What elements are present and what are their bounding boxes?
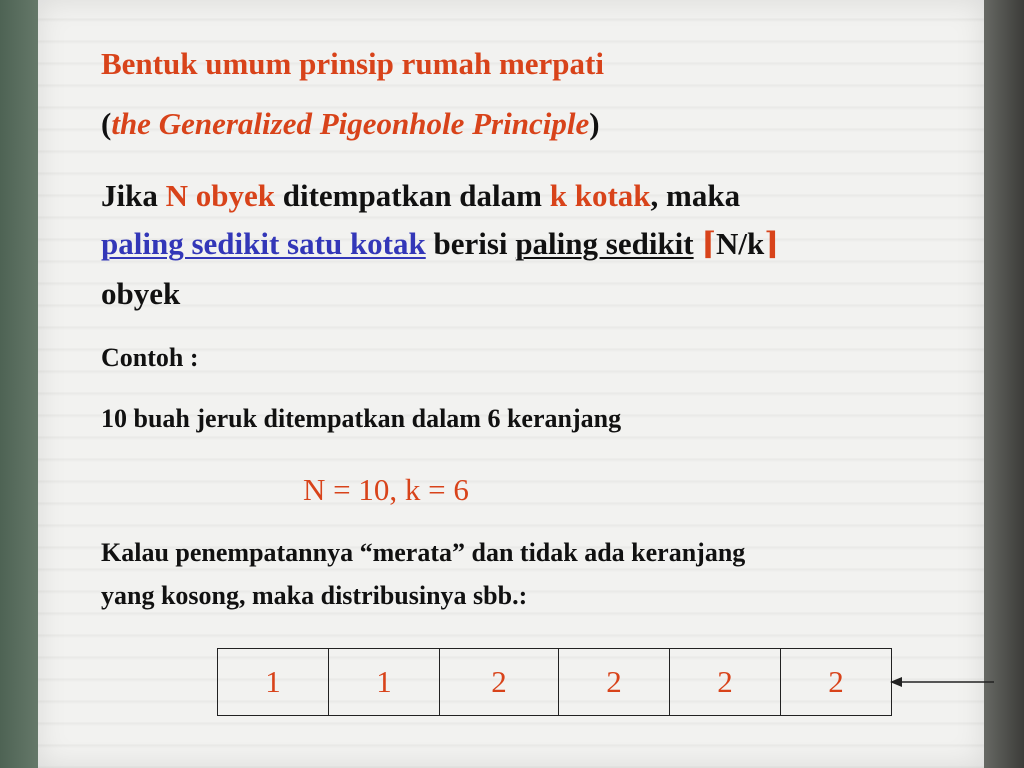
subtitle-close-paren: ) [589,106,600,141]
ceiling-right-bracket: ⌉ [764,226,779,261]
statement-k-kotak: k kotak [549,178,651,213]
subtitle-italic: the Generalized Pigeonhole Principle [111,106,590,141]
paragraph-line-1: Kalau penempatannya “merata” dan tidak ada keranjang [101,538,746,567]
statement-maka: , maka [650,178,741,213]
distribution-table [217,648,892,716]
background-right-strip [980,0,1024,768]
distribution-row [218,649,892,716]
distribution-cell: 2 [670,649,781,716]
distribution-cell: 1 [218,649,329,716]
subtitle-open-paren: ( [101,106,112,141]
statement-line-3: obyek [101,276,181,311]
slide [38,0,984,768]
equation: N = 10, k = 6 [303,472,469,507]
statement-jika: Jika [101,178,166,213]
statement-n-obyek: N obyek [165,178,275,213]
left-arrow-icon [890,672,998,692]
slide-subtitle [101,106,600,142]
contoh-label: Contoh : [101,343,199,372]
slide-title: Bentuk umum prinsip rumah merpati [101,46,604,81]
statement-line-1 [101,178,740,214]
statement-berisi: berisi [425,226,516,261]
ceiling-left-bracket: ⌈ [701,226,717,261]
distribution-cell: 2 [559,649,670,716]
statement-line-2 [101,226,779,262]
paragraph-line-2: yang kosong, maka distribusinya sbb.: [101,581,528,610]
distribution-cell: 2 [781,649,892,716]
statement-ditempatkan: ditempatkan dalam [275,178,550,213]
distribution-cell: 2 [440,649,559,716]
distribution-cell: 1 [329,649,440,716]
statement-paling-sedikit: paling sedikit [515,226,694,261]
background-left-strip [0,0,40,768]
example-text: 10 buah jeruk ditempatkan dalam 6 keranjang [101,404,622,433]
statement-n-over-k: N/k [716,226,765,261]
statement-paling-sedikit-satu-kotak: paling sedikit satu kotak [101,226,426,261]
